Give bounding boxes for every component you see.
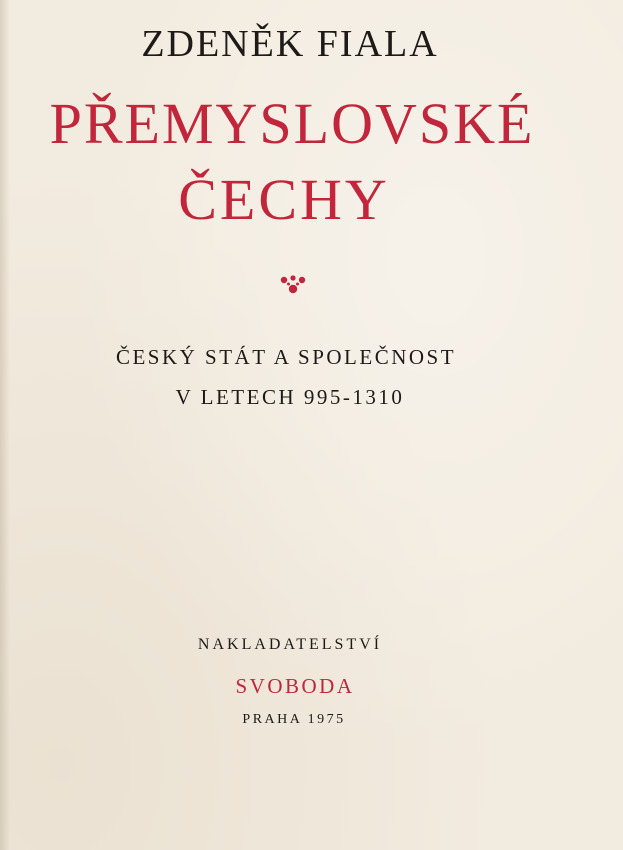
author-name: ZDENĚK FIALA xyxy=(141,23,439,65)
place-and-year: PRAHA 1975 xyxy=(242,712,346,727)
publisher-label: NAKLADATELSTVÍ xyxy=(197,636,383,653)
book-title-line-1: PŘEMYSLOVSKÉ xyxy=(49,91,535,156)
subtitle-line-2: V LETECH 995-1310 xyxy=(175,385,405,409)
publisher-name: SVOBODA xyxy=(235,674,355,698)
book-title-line-2: ČECHY xyxy=(178,167,390,232)
fleuron-ornament-icon xyxy=(279,274,307,296)
subtitle-line-1: ČESKÝ STÁT A SPOLEČNOST xyxy=(115,345,457,369)
spine-shadow xyxy=(0,0,10,850)
